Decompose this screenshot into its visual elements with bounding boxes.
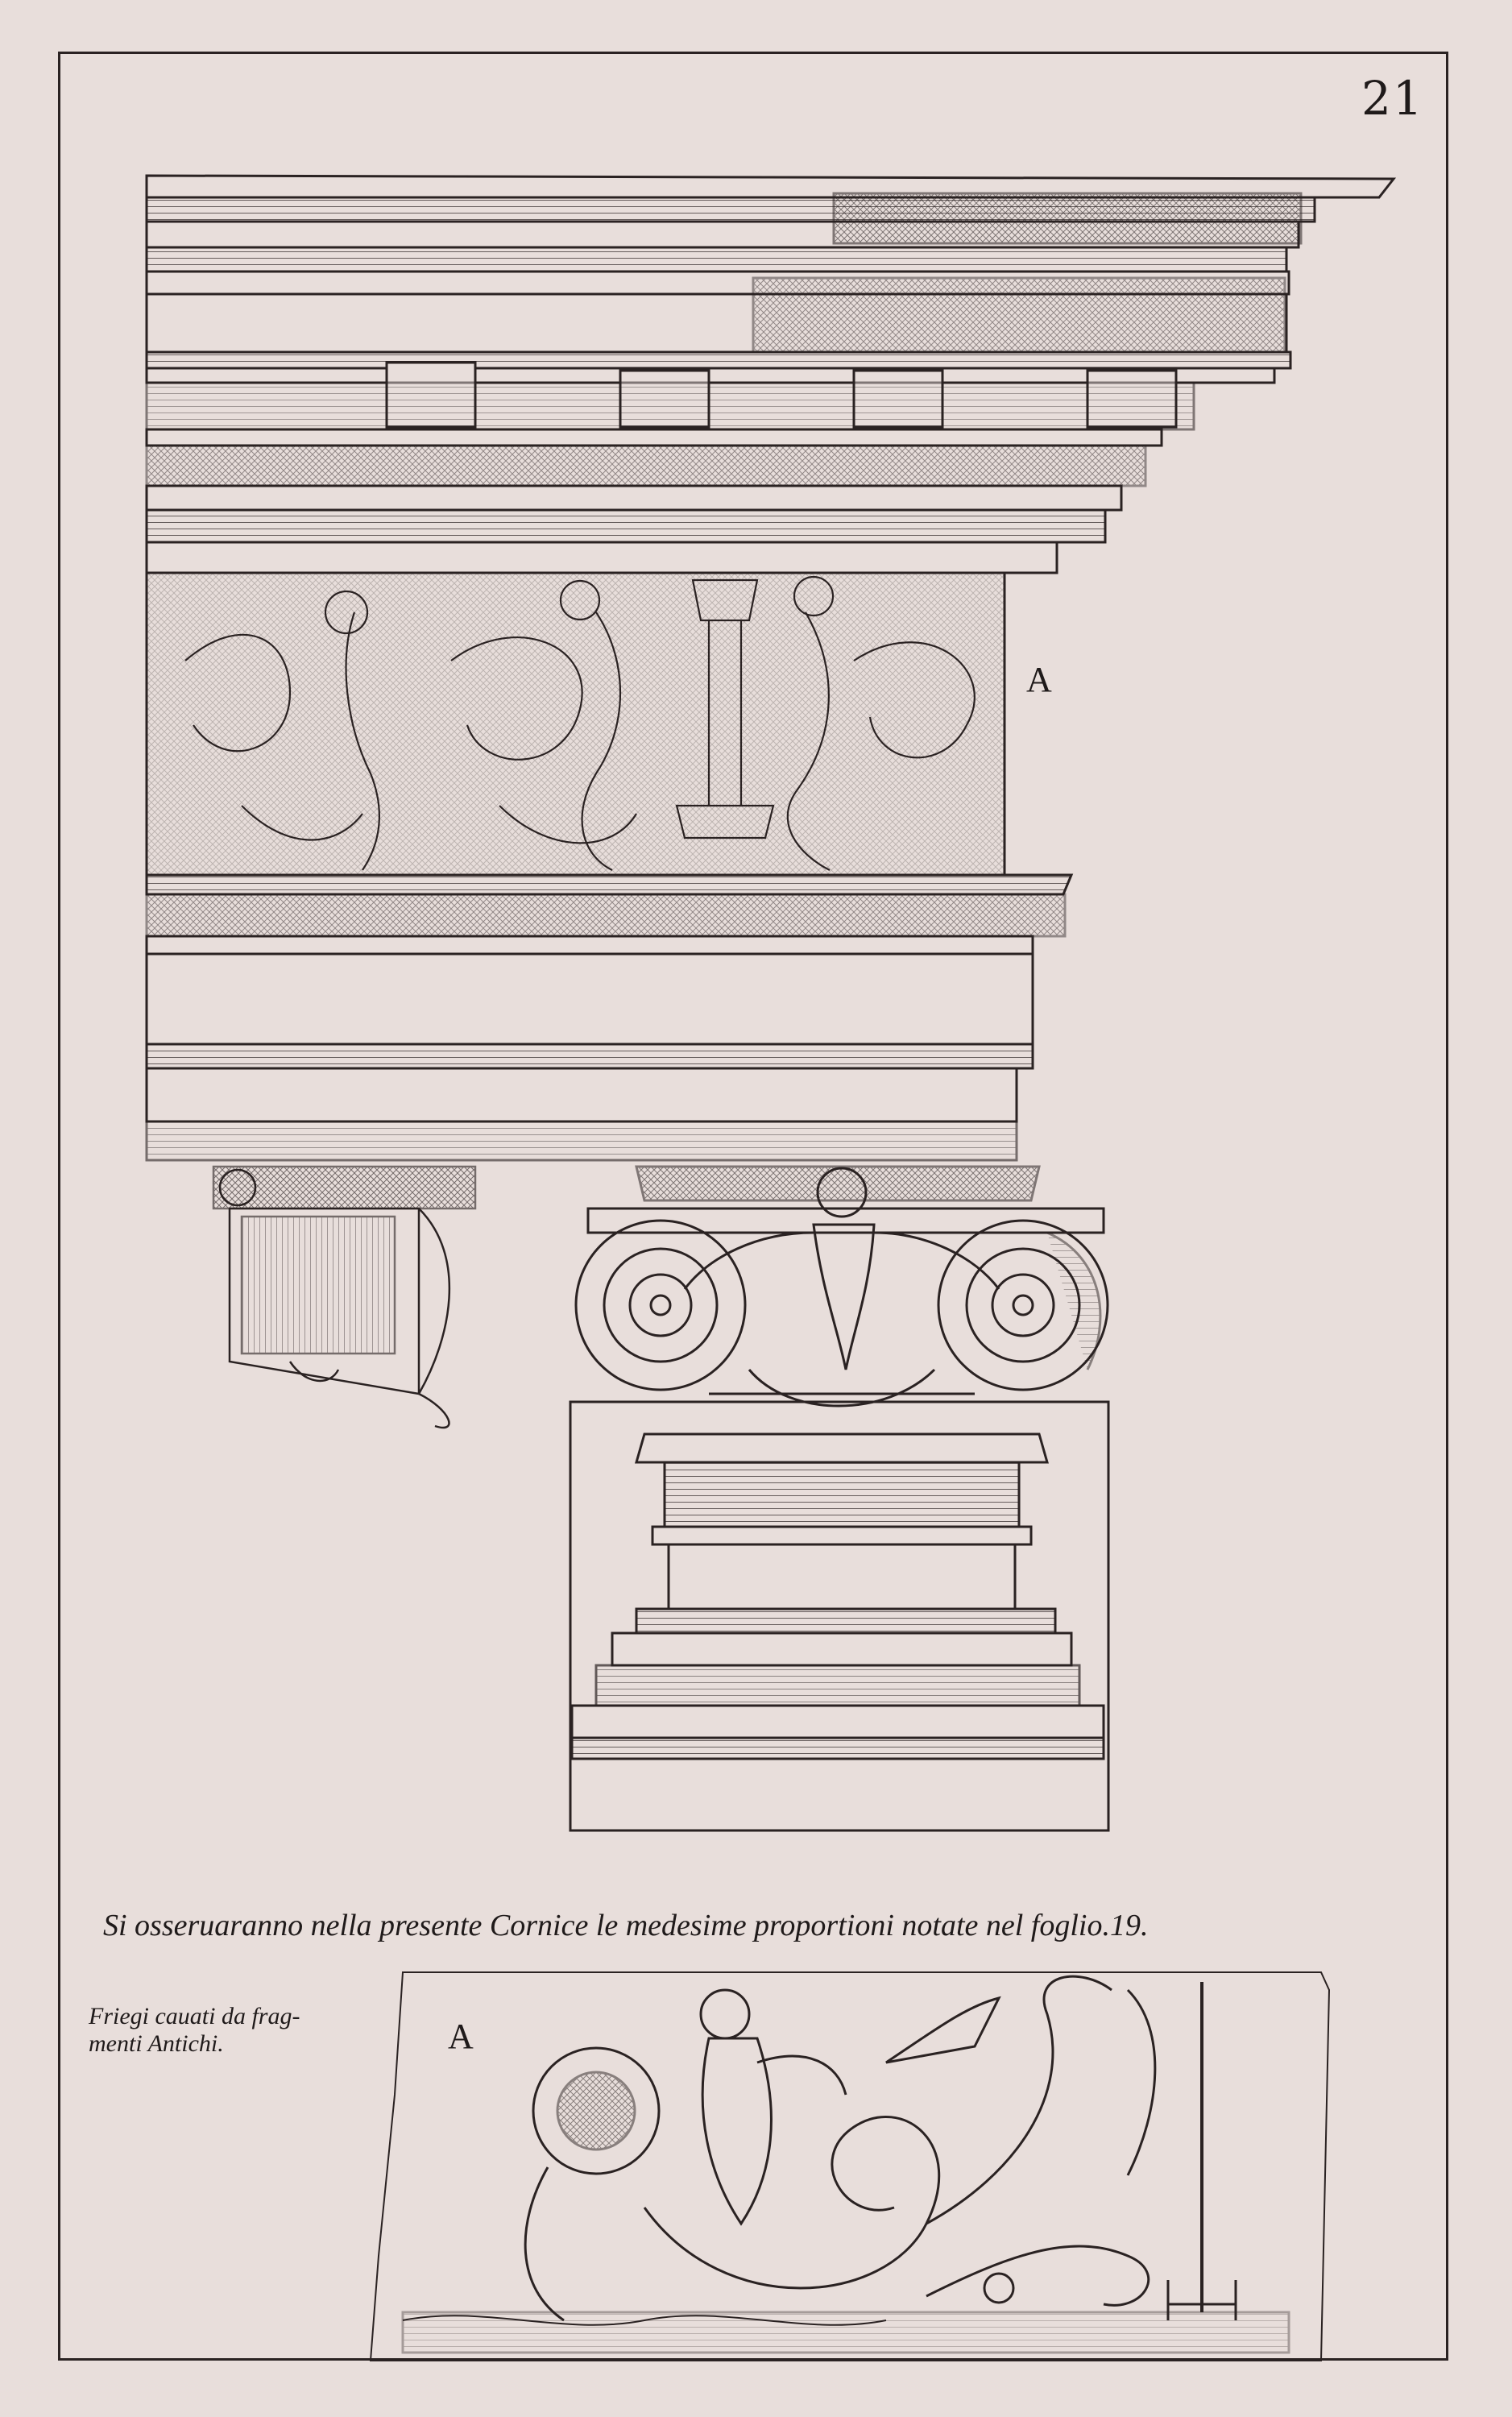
label-a-frieze: A — [1026, 660, 1052, 699]
label-a-relief: A — [448, 2017, 474, 2056]
cornice-mouldings — [147, 176, 1394, 1160]
plate-caption: Si osseruaranno nella presente Cornice le medesime proportioni notate nel foglio.19. — [103, 1909, 1149, 1942]
relief-sea-creature — [371, 1972, 1329, 2361]
side-note-line: Friegi cauati da frag- — [89, 2003, 300, 2029]
side-note — [89, 2003, 354, 2058]
side-note-line: menti Antichi. — [89, 2030, 224, 2057]
page-number: 21 — [1361, 71, 1424, 126]
console-bracket — [213, 1167, 475, 1428]
ionic-capital — [570, 1167, 1108, 1830]
